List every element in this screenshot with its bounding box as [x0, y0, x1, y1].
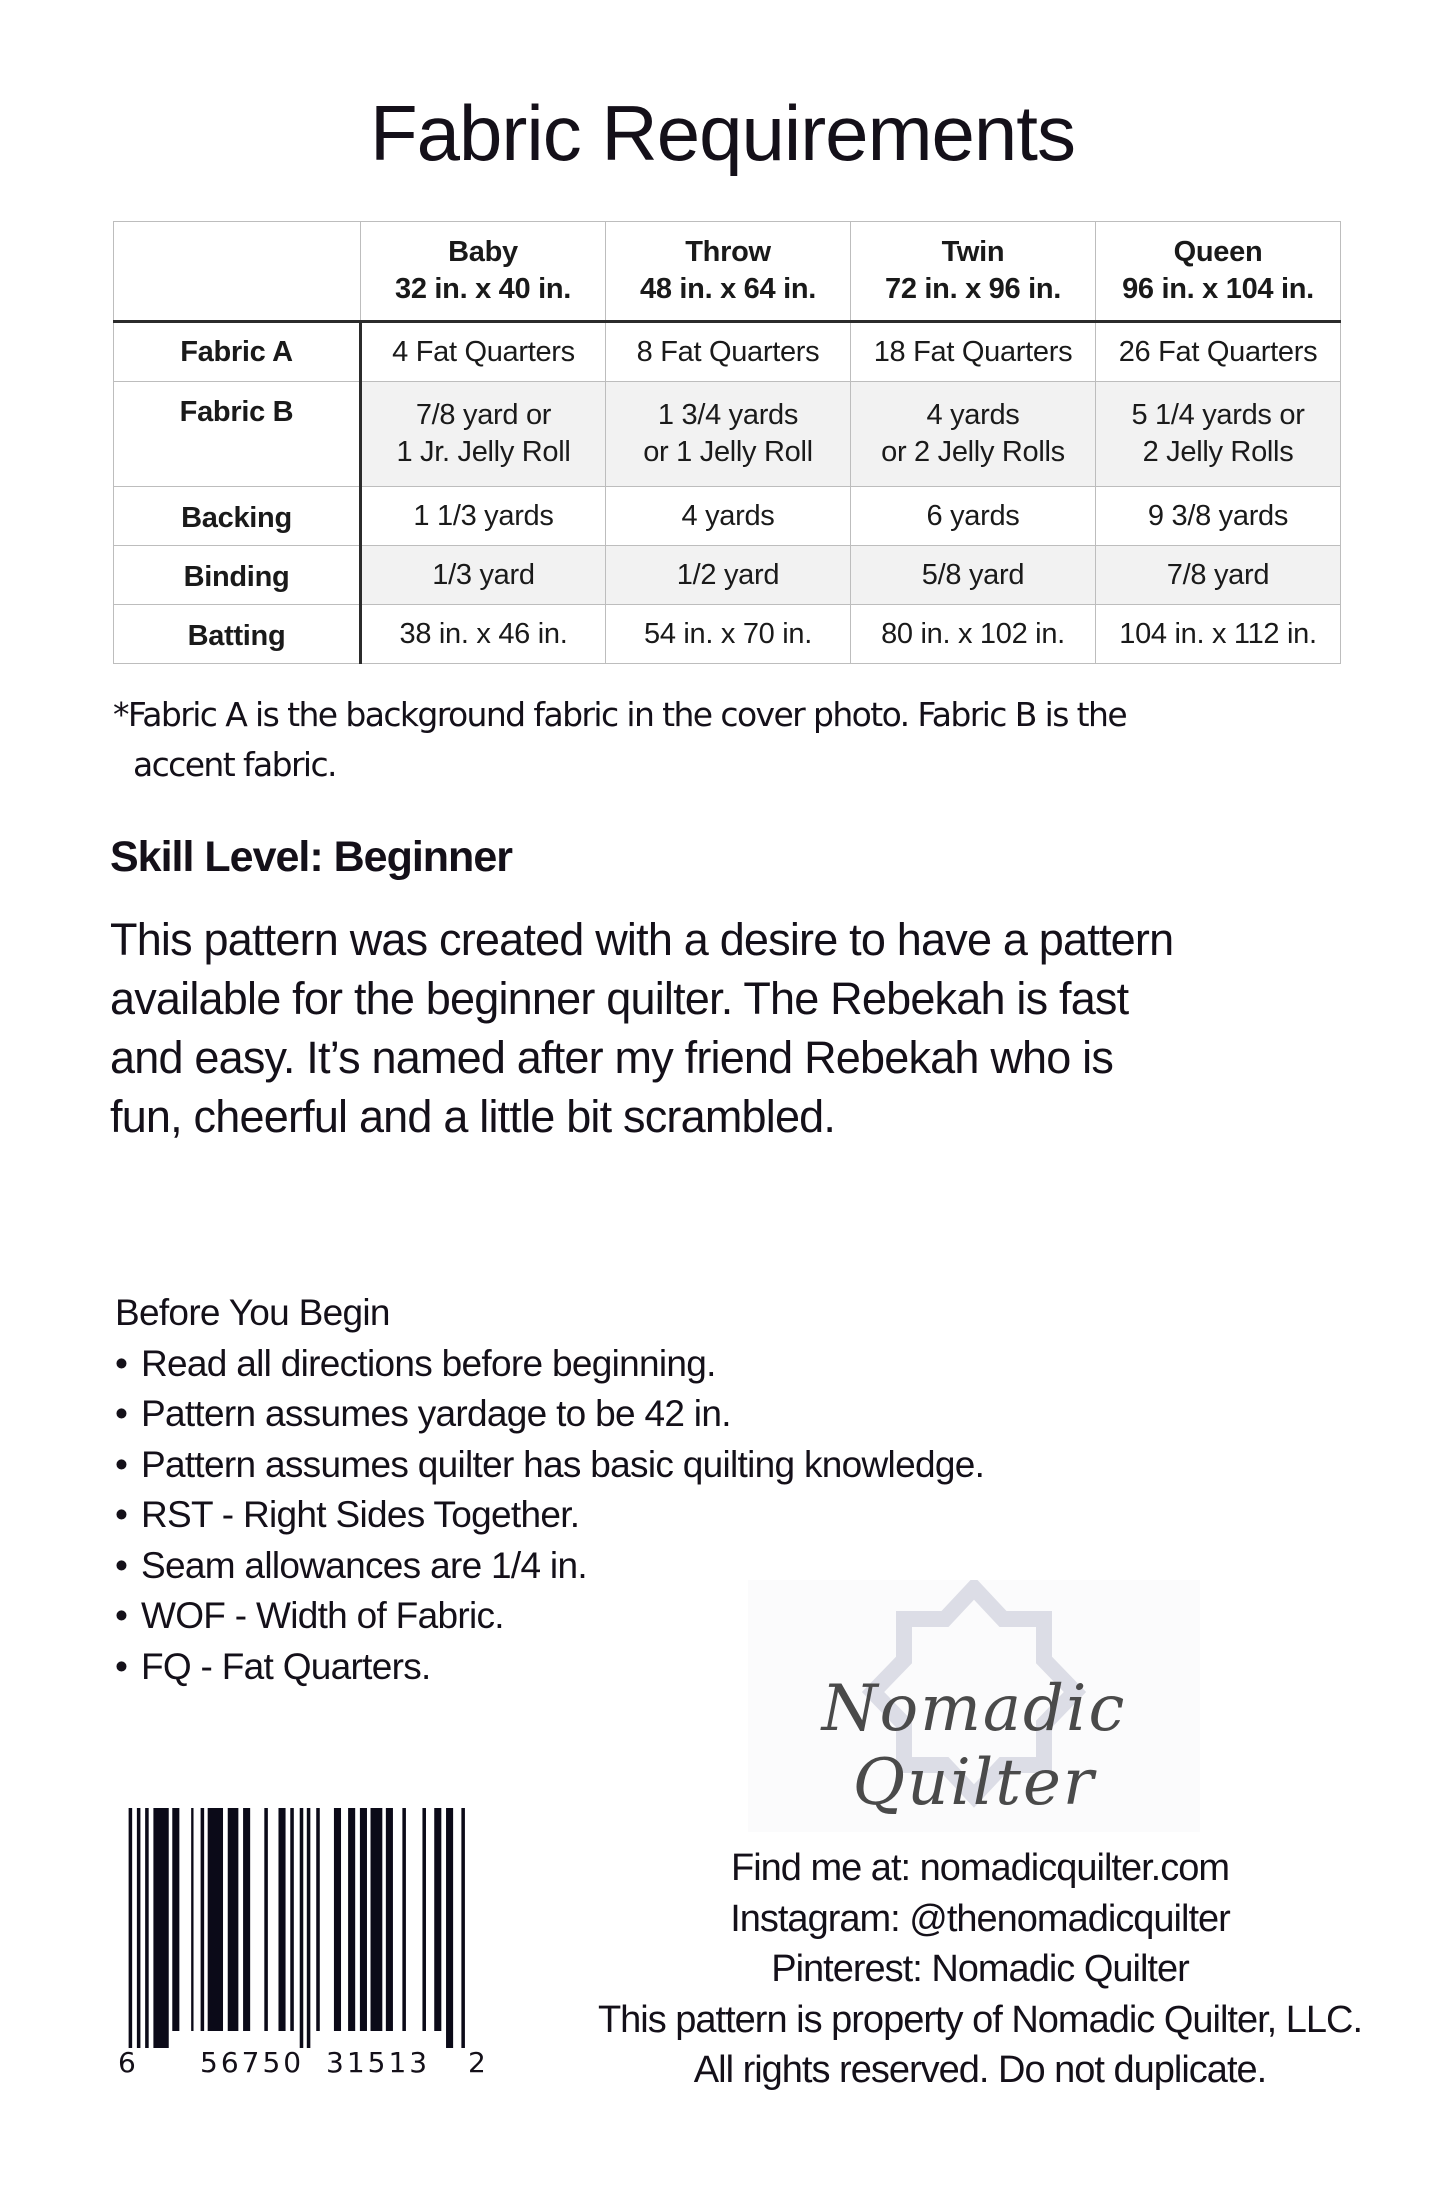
table-cell: 1/3 yard: [361, 546, 606, 605]
barcode-bar: [172, 1808, 179, 2031]
list-item: [115, 1389, 984, 1440]
table-cell: [1096, 382, 1341, 487]
column-name: Baby: [448, 236, 518, 268]
column-name: Queen: [1173, 236, 1263, 268]
barcode-bar: [153, 1808, 168, 2048]
cell-line: 1 Jr. Jelly Roll: [396, 436, 571, 468]
barcode-bar: [307, 1808, 311, 2048]
column-name: Twin: [941, 236, 1005, 268]
nomadic-quilter-logo: [748, 1580, 1200, 1832]
contact-info: [580, 1843, 1380, 2096]
table-cell: [851, 382, 1096, 487]
barcode-bar: [348, 1808, 355, 2031]
table-cell: 4 Fat Quarters: [361, 322, 606, 382]
bullet-icon: •: [115, 1595, 128, 1636]
list-item-text: FQ - Fat Quarters.: [141, 1645, 431, 1687]
before-you-begin-heading: Before You Begin: [115, 1292, 390, 1333]
page-title: Fabric Requirements: [370, 89, 1075, 177]
barcode-bar: [145, 1808, 149, 2048]
row-label: [114, 546, 361, 605]
barcode: [118, 1808, 498, 2078]
list-item-text: RST - Right Sides Together.: [141, 1494, 580, 1535]
row-label: [114, 605, 361, 664]
table-corner-cell: [114, 222, 361, 322]
table-cell: 104 in. x 112 in.: [1096, 605, 1341, 664]
row-label: [114, 322, 361, 382]
cell-line: 1 3/4 yards: [657, 399, 799, 431]
list-item-text: Seam allowances are 1/4 in.: [141, 1544, 587, 1586]
skill-level-heading: Skill Level: Beginner: [110, 833, 512, 881]
column-size: 72 in. x 96 in.: [884, 273, 1062, 305]
bullet-icon: •: [115, 1342, 128, 1384]
barcode-bar: [243, 1808, 250, 2031]
row-label-text: Binding: [183, 560, 290, 593]
barcode-bar: [228, 1808, 239, 2031]
barcode-bar: [316, 1808, 320, 2031]
table-cell: 7/8 yard: [1096, 546, 1341, 605]
table-cell: 80 in. x 102 in.: [851, 605, 1096, 664]
table-cell: [606, 382, 851, 487]
table-row-fabric-a: [114, 322, 1341, 382]
bullet-icon: •: [115, 1393, 128, 1434]
column-header-queen: [1096, 222, 1341, 322]
column-size: 96 in. x 104 in.: [1122, 273, 1314, 305]
table-row-binding: [114, 546, 1341, 605]
barcode-bar: [129, 1808, 133, 2048]
barcode-bar: [386, 1808, 393, 2031]
footnote-line: *Fabric A is the background fabric in the cover photo. Fabric B is the: [113, 695, 1127, 734]
list-item-text: Read all directions before beginning.: [141, 1342, 716, 1384]
rights-line: All rights reserved. Do not duplicate.: [693, 2049, 1267, 2091]
description-line: and easy. It’s named after my friend Rebekah who is: [110, 1032, 1114, 1083]
barcode-bar: [422, 1808, 426, 2031]
barcode-digit-group: 56750: [200, 2046, 305, 2079]
logo-script-text: Nomadic Quilter: [821, 1672, 1127, 1820]
pinterest-line: Pinterest: Nomadic Quilter: [771, 1948, 1189, 1990]
barcode-bar: [334, 1808, 341, 2031]
instagram-line: Instagram: @thenomadicquilter: [730, 1897, 1230, 1940]
barcode-digit-group: 31513: [326, 2046, 431, 2079]
cell-line: or 1 Jelly Roll: [643, 436, 813, 468]
barcode-bar: [264, 1808, 268, 2031]
column-size: 48 in. x 64 in.: [639, 273, 817, 305]
column-header-baby: [361, 222, 606, 322]
barcode-bars: [118, 1808, 498, 2048]
table-cell: 1 1/3 yards: [361, 487, 606, 546]
row-label-text: Fabric B: [179, 396, 294, 428]
cell-line: 5 1/4 yards or: [1131, 399, 1305, 431]
row-label-text: Backing: [181, 501, 292, 534]
row-label-text: Batting: [187, 619, 286, 652]
table-cell: 6 yards: [851, 487, 1096, 546]
barcode-bar: [191, 1808, 193, 2031]
barcode-bar: [137, 1808, 141, 2048]
barcode-bar: [208, 1808, 223, 2031]
list-item: [115, 1490, 984, 1541]
list-item-text: WOF - Width of Fabric.: [141, 1595, 504, 1636]
bullet-icon: •: [115, 1494, 128, 1535]
barcode-bar: [446, 1808, 453, 2048]
fabric-requirements-table: [113, 221, 1341, 664]
table-cell: 8 Fat Quarters: [606, 322, 851, 382]
bullet-icon: •: [115, 1544, 128, 1586]
bullet-icon: •: [115, 1443, 128, 1485]
table-cell: 5/8 yard: [851, 546, 1096, 605]
barcode-bar: [402, 1808, 406, 2031]
row-label-text: Fabric A: [180, 335, 293, 368]
website-line: Find me at: nomadicquilter.com: [730, 1847, 1229, 1889]
table-cell: [361, 382, 606, 487]
table-cell: 18 Fat Quarters: [851, 322, 1096, 382]
table-cell: 26 Fat Quarters: [1096, 322, 1341, 382]
table-cell: 9 3/8 yards: [1096, 487, 1341, 546]
barcode-bar: [371, 1808, 383, 2031]
table-cell: 54 in. x 70 in.: [606, 605, 851, 664]
table-header-row: [114, 222, 1341, 322]
footnote-line: accent fabric.: [133, 745, 336, 784]
table-cell: 4 yards: [606, 487, 851, 546]
cell-line: 7/8 yard or: [415, 399, 552, 431]
description-line: fun, cheerful and a little bit scrambled.: [110, 1091, 836, 1142]
pattern-description: [110, 910, 1360, 1146]
column-header-twin: [851, 222, 1096, 322]
list-item-text: Pattern assumes quilter has basic quilting knowledge.: [141, 1443, 985, 1485]
column-size: 32 in. x 40 in.: [394, 273, 572, 305]
list-item: [115, 1440, 984, 1491]
cell-line: or 2 Jelly Rolls: [881, 436, 1065, 468]
barcode-bar: [278, 1808, 285, 2031]
fabric-footnote: [113, 690, 1343, 790]
copyright-line: This pattern is property of Nomadic Quilter, LLC.: [597, 1998, 1363, 2041]
barcode-digit-group: 2: [468, 2046, 489, 2079]
table-cell: 38 in. x 46 in.: [361, 605, 606, 664]
description-line: This pattern was created with a desire to have a pattern: [110, 914, 1174, 965]
barcode-bar: [201, 1808, 205, 2031]
column-name: Throw: [685, 236, 771, 268]
table-row-fabric-b: [114, 382, 1341, 487]
list-item: [115, 1339, 984, 1390]
barcode-bar: [290, 1808, 294, 2031]
barcode-bar: [434, 1808, 441, 2031]
table-row-batting: [114, 605, 1341, 664]
bullet-icon: •: [115, 1645, 128, 1687]
barcode-bar: [360, 1808, 367, 2031]
list-item-text: Pattern assumes yardage to be 42 in.: [141, 1393, 731, 1434]
row-label: [114, 487, 361, 546]
table-cell: 1/2 yard: [606, 546, 851, 605]
barcode-bar: [461, 1808, 465, 2048]
description-line: available for the beginner quilter. The Rebekah is fast: [110, 973, 1129, 1024]
cell-line: 2 Jelly Rolls: [1142, 436, 1294, 468]
table-row-backing: [114, 487, 1341, 546]
cell-line: 4 yards: [926, 399, 1020, 431]
column-header-throw: [606, 222, 851, 322]
barcode-digit-group: 6: [118, 2046, 139, 2079]
barcode-bar: [300, 1808, 304, 2048]
row-label: [114, 382, 361, 487]
